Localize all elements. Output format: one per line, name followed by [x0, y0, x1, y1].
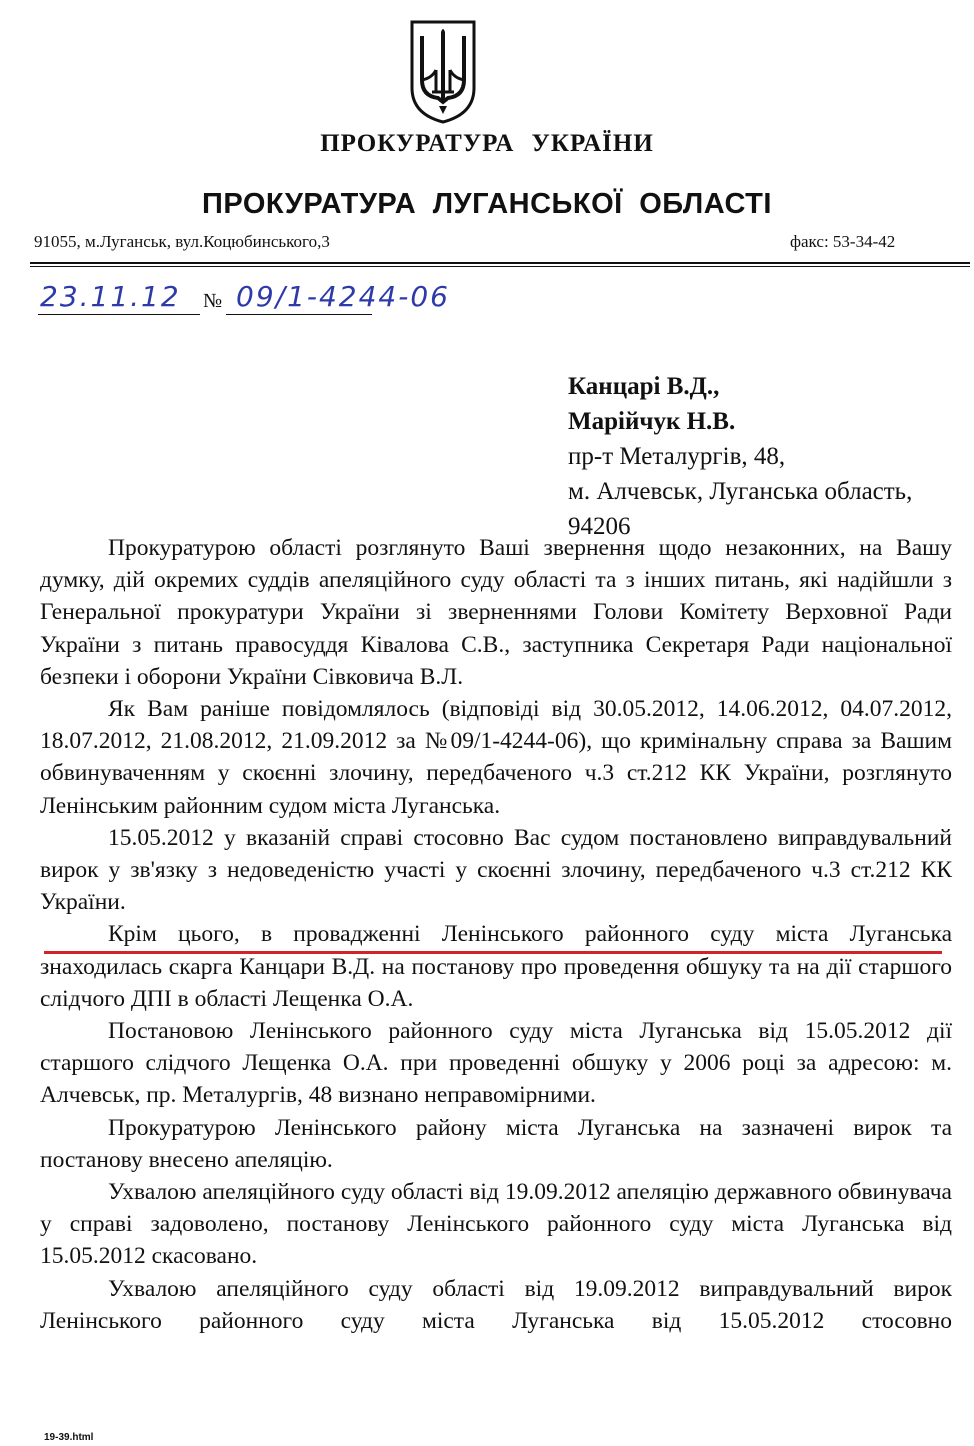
header-divider — [30, 262, 970, 264]
paragraph: 15.05.2012 у вказаній справі стосовно Вас судом постановлено виправдувальний вирок у зв'язку з недоведеністю участі у скоєнні злочину, передбаченого ч.3 ст.212 КК України. — [40, 824, 952, 916]
paragraph: Як Вам раніше повідомлялось (відповіді від 30.05.2012, 14.06.2012, 04.07.2012, 18.07.2012, 21.08.2012, 21.09.2012 за №09/1-4244-06), що кримінальну справа за Вашим обвинуваченням у скоєнні злочину, передбаченого ч.3 ст.212 КК України, розглянуто Ленінським районним судом міста Луганська. — [40, 696, 952, 819]
paragraph: Постановою Ленінського районного суду міста Луганська від 15.05.2012 дії старшого слідчого Лещенка О.А. при проведенні обшуку у 2006 році за адресою: м. Алчевськ, пр. Металургів, 48 визнано неправомірними. — [40, 1018, 952, 1109]
handwritten-reg-number: 09/1-4244-06 — [236, 280, 450, 313]
reg-number-line — [226, 314, 372, 315]
paragraph: Прокуратурою області розглянуто Ваші звернення щодо незаконних, на Вашу думку, дій окремих суддів апеляційного суду області та з інших питань, які надійшли з Генеральної прокуратури України зі зверненнями Голови Комітету Верховної Ради України з питань правосуддя Ківалова С.В., заступника Секретаря Ради національної безпеки і оборони України Сівковича В.Л. — [40, 535, 952, 690]
paragraph: Ухвалою апеляційного суду області від 19.09.2012 виправдувальний вирок Ленінського районного суду міста Луганська від 15.05.2012 стосовно — [40, 1275, 952, 1334]
letter-body — [40, 532, 952, 1337]
recipient-name: Канцарі В.Д., — [568, 373, 720, 400]
organization-main-title: ПРОКУРАТУРА ЛУГАНСЬКОЇ ОБЛАСТІ — [202, 188, 772, 220]
organization-address: 91055, м.Луганськ, вул.Коцюбинського,3 — [34, 232, 330, 251]
header-divider-thin — [30, 266, 970, 267]
recipient-address: м. Алчевськ, Луганська область, — [568, 478, 913, 505]
paragraph: Крім цього, в провадженні Ленінського районного суду міста Луганська знаходилась скарга Канцари В.Д. на постанову про проведення обшуку та на дії старшого слідчого ДПІ в області Лещенка О.А. — [40, 921, 952, 1012]
recipient-postcode: 94206 — [568, 513, 631, 540]
handwritten-date: 23.11.12 — [40, 280, 181, 313]
paragraph: Прокуратурою Ленінського району міста Луганська на зазначені вирок та постанову внесено апеляцію. — [40, 1114, 952, 1173]
organization-top-title: ПРОКУРАТУРА УКРАЇНИ — [320, 130, 654, 157]
recipient-address: пр-т Металургів, 48, — [568, 443, 786, 470]
red-underline-annotation — [44, 951, 942, 954]
recipient-name: Марійчук Н.В. — [568, 408, 736, 435]
date-line — [38, 314, 200, 315]
organization-fax: факс: 53-34-42 — [790, 232, 896, 251]
footer-filename: 19-39.html — [44, 1432, 94, 1443]
paragraph: Ухвалою апеляційного суду області від 19.09.2012 апеляцію державного обвинувача у справі задоволено, постанову Ленінського районного суду міста Луганська від 15.05.2012 скасовано. — [40, 1179, 952, 1270]
trident-coat-of-arms-icon — [408, 18, 478, 126]
number-sign: № — [203, 290, 223, 312]
